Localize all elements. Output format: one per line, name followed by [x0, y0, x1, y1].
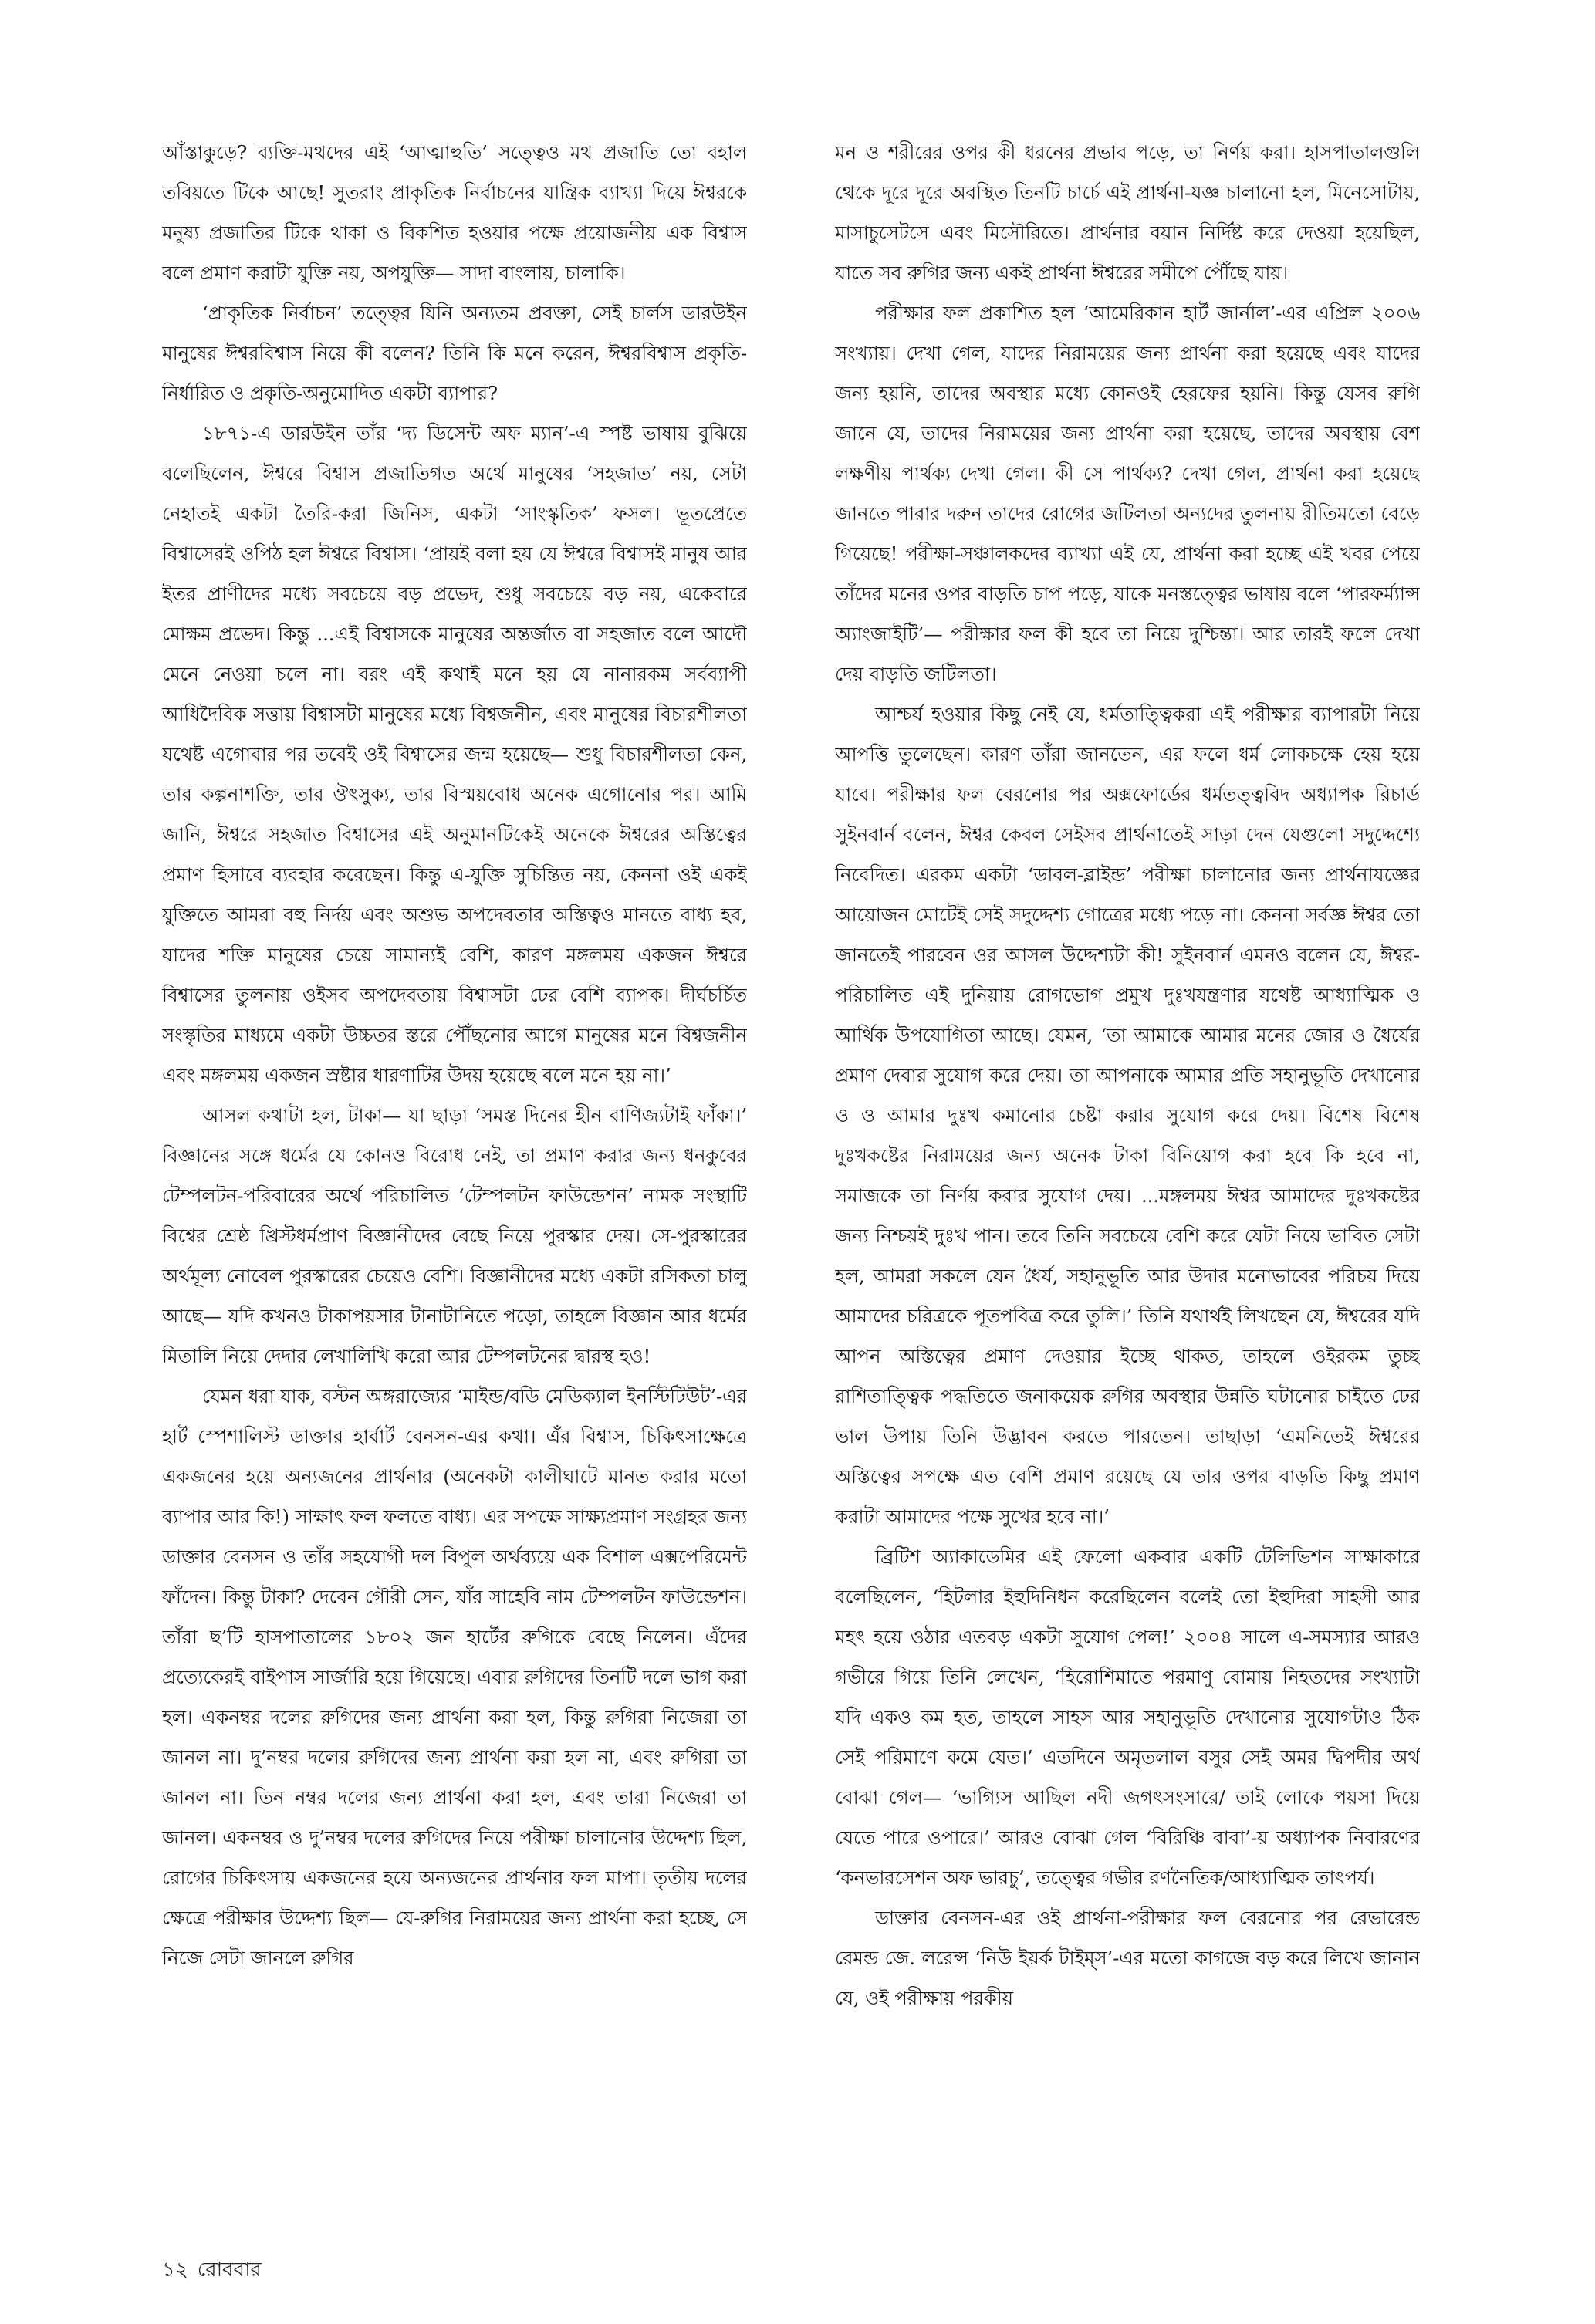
left-column — [162, 133, 747, 2208]
paragraph: ‘প্রাকৃতিক নির্বাচন’ তত্ত্বের যিনি অন্যতম প্রবক্তা, সেই চার্লস ডারউইন মানুষের ঈশ্বরবিশ্বাস নিয়ে কী বলেন? তিনি কি মনে করেন, ঈশ্বরবিশ্বাস প্রকৃতি-নির্ধারিত ও প্রকৃতি-অনুমোদিত একটা ব্যাপার? — [162, 302, 747, 404]
right-column — [835, 133, 1420, 2208]
page-footer — [162, 2257, 262, 2283]
page-number: ১২ — [162, 2258, 188, 2282]
paragraph: ১৮৭১-এ ডারউইন তাঁর ‘দ্য ডিসেন্ট অফ ম্যান’-এ স্পষ্ট ভাষায় বুঝিয়ে বলেছিলেন, ঈশ্বরে বিশ্বাস প্রজাতিগত অর্থে মানুষের ‘সহজাত’ নয়, সেটা নেহাতই একটা তৈরি-করা জিনিস, একটা ‘সাংস্কৃতিক’ ফসল। ভূতপ্রেতে বিশ্বাসেরই ওপিঠ হল ঈশ্বরে বিশ্বাস। ‘প্রায়ই বলা হয় যে ঈশ্বরে বিশ্বাসই মানুষ আর ইতর প্রাণীদের মধ্যে সবচেয়ে বড় প্রভেদ, শুধু সবচেয়ে বড় নয়, একেবারে মোক্ষম প্রভেদ। কিন্তু ...এই বিশ্বাসকে মানুষের অন্তর্জাত বা সহজাত বলে আদৌ মেনে নেওয়া চলে না। বরং এই কথাই মনে হয় যে নানারকম সর্বব্যাপী আধিদৈবিক সত্তায় বিশ্বাসটা মানুষের মধ্যে বিশ্বজনীন, এবং মানুষের বিচারশীলতা যথেষ্ট এগোবার পর তবেই ওই বিশ্বাসের জন্ম হয়েছে— শুধু বিচারশীলতা কেন, তার কল্পনাশক্তি, তার ঔৎসুক্য, তার বিস্ময়বোধ অনেক এগোনোর পর। আমি জানি, ঈশ্বরে সহজাত বিশ্বাসের এই অনুমানটিকেই অনেকে ঈশ্বরের অস্তিত্বের প্রমাণ হিসাবে ব্যবহার করেছেন। কিন্তু এ-যুক্তি সুচিন্তিত নয়, কেননা ওই একই যুক্তিতে আমরা বহু নির্দয় এবং অশুভ অপদেবতার অস্তিত্বও মানতে বাধ্য হব, যাদের শক্তি মানুষের চেয়ে সামান্যই বেশি, কারণ মঙ্গলময় একজন ঈশ্বরে বিশ্বাসের তুলনায় ওইসব অপদেবতায় বিশ্বাসটা ঢের বেশি ব্যাপক। দীর্ঘচর্চিত সংস্কৃতির মাধ্যমে একটা উচ্চতর স্তরে পৌঁছনোর আগে মানুষের মনে বিশ্বজনীন এবং মঙ্গলময় একজন স্রষ্টার ধারণাটির উদয় হয়েছে বলে মনে হয় না।’ — [162, 422, 747, 1086]
paragraph: আসল কথাটা হল, টাকা— যা ছাড়া ‘সমস্ত দিনের হীন বাণিজ্যটাই ফাঁকা।’ বিজ্ঞানের সঙ্গে ধর্মের যে কোনও বিরোধ নেই, তা প্রমাণ করার জন্য ধনকুবের টেম্পলটন-পরিবারের অর্থে পরিচালিত ‘টেম্পলটন ফাউন্ডেশন’ নামক সংস্থাটি বিশ্বের শ্রেষ্ঠ খ্রিস্টধর্মপ্রাণ বিজ্ঞানীদের বেছে নিয়ে পুরস্কার দেয়। সে-পুরস্কারের অর্থমূল্য নোবেল পুরস্কারের চেয়েও বেশি। বিজ্ঞানীদের মধ্যে একটা রসিকতা চালু আছে— যদি কখনও টাকাপয়সার টানাটানিতে পড়ো, তাহলে বিজ্ঞান আর ধর্মের মিতালি নিয়ে দেদার লেখালিখি করো আর টেম্পলটনের দ্বারস্থ হও! — [162, 1104, 747, 1367]
paragraph: আঁস্তাকুড়ে? ব্যক্তি-মথদের এই ‘আত্মাহুতি’ সত্ত্বেও মথ প্রজাতি তো বহাল তবিয়তে টিকে আছে! সুতরাং প্রাকৃতিক নির্বাচনের যান্ত্রিক ব্যাখ্যা দিয়ে ঈশ্বরকে মনুষ্য প্রজাতির টিকে থাকা ও বিকশিত হওয়ার পক্ষে প্রয়োজনীয় এক বিশ্বাস বলে প্রমাণ করাটা যুক্তি নয়, অপযুক্তি— সাদা বাংলায়, চালাকি। — [162, 141, 747, 284]
paragraph: ব্রিটিশ অ্যাকাডেমির এই ফেলো একবার একটি টেলিভিশন সাক্ষাকারে বলেছিলেন, ‘হিটলার ইহুদিনিধন করেছিলেন বলেই তো ইহুদিরা সাহসী আর মহৎ হয়ে ওঠার এতবড় একটা সুযোগ পেল!’ ২০০৪ সালে এ-সমস্যার আরও গভীরে গিয়ে তিনি লেখেন, ‘হিরোশিমাতে পরমাণু বোমায় নিহতদের সংখ্যাটা যদি একও কম হত, তাহলে সাহস আর সহানুভূতি দেখানোর সুযোগটাও ঠিক সেই পরিমাণে কমে যেত।’ এতদিনে অমৃতলাল বসুর সেই অমর দ্বিপদীর অর্থ বোঝা গেল— ‘ভাগ্যিস আছিল নদী জগৎসংসারে/ তাই লোকে পয়সা দিয়ে যেতে পারে ওপারে।’ আরও বোঝা গেল ‘বিরিঞ্চি বাবা’-য় অধ্যাপক নিবারণের ‘কনভারসেশন অফ ভারচু’, তত্ত্বের গভীর রণনৈতিক/আধ্যাত্মিক তাৎপর্য। — [835, 1545, 1420, 1889]
paragraph: পরীক্ষার ফল প্রকাশিত হল ‘আমেরিকান হার্ট জার্নাল’-এর এপ্রিল ২০০৬ সংখ্যায়। দেখা গেল, যাদের নিরাময়ের জন্য প্রার্থনা করা হয়েছে এবং যাদের জন্য হয়নি, তাদের অবস্থার মধ্যে কোনওই হেরফের হয়নি। কিন্তু যেসব রুগি জানে যে, তাদের নিরাময়ের জন্য প্রার্থনা করা হয়েছে, তাদের অবস্থায় বেশ লক্ষণীয় পার্থক্য দেখা গেল। কী সে পার্থক্য? দেখা গেল, প্রার্থনা করা হয়েছে জানতে পারার দরুন তাদের রোগের জটিলতা অন্যদের তুলনায় রীতিমতো বেড়ে গিয়েছে! পরীক্ষা-সঞ্চালকদের ব্যাখ্যা এই যে, প্রার্থনা করা হচ্ছে এই খবর পেয়ে তাঁদের মনের ওপর বাড়তি চাপ পড়ে, যাকে মনস্তত্ত্বের ভাষায় বলে ‘পারফর্ম্যান্স অ্যাংজাইটি’— পরীক্ষার ফল কী হবে তা নিয়ে দুশ্চিন্তা। আর তারই ফলে দেখা দেয় বাড়তি জটিলতা। — [835, 302, 1420, 685]
paragraph: আশ্চর্য হওয়ার কিছু নেই যে, ধর্মতাত্ত্বিকরা এই পরীক্ষার ব্যাপারটা নিয়ে আপত্তি তুলেছেন। কারণ তাঁরা জানতেন, এর ফলে ধর্ম লোকচক্ষে হেয় হয়ে যাবে। পরীক্ষার ফল বেরনোর পর অক্সফোর্ডের ধর্মতত্ত্ববিদ অধ্যাপক রিচার্ড সুইনবার্ন বলেন, ঈশ্বর কেবল সেইসব প্রার্থনাতেই সাড়া দেন যেগুলো সদুদ্দেশ্যে নিবেদিত। এরকম একটা ‘ডাবল-ব্লাইন্ড’ পরীক্ষা চালানোর জন্য প্রার্থনাযজ্ঞের আয়োজন মোটেই সেই সদুদ্দেশ্য গোত্রের মধ্যে পড়ে না। কেননা সর্বজ্ঞ ঈশ্বর তো জানতেই পারবেন ওর আসল উদ্দেশ্যটা কী! সুইনবার্ন এমনও বলেন যে, ঈশ্বর-পরিচালিত এই দুনিয়ায় রোগভোগ প্রমুখ দুঃখযন্ত্রণার যথেষ্ট আধ্যাত্মিক ও আর্থিক উপযোগিতা আছে। যেমন, ‘তা আমাকে আমার মনের জোর ও ধৈর্যের প্রমাণ দেবার সুযোগ করে দেয়। তা আপনাকে আমার প্রতি সহানুভূতি দেখানোর ও ও আমার দুঃখ কমানোর চেষ্টা করার সুযোগ করে দেয়। বিশেষ বিশেষ দুঃখকষ্টের নিরাময়ের জন্য অনেক টাকা বিনিয়োগ করা হবে কি হবে না, সমাজকে তা নির্ণয় করার সুযোগ দেয়। ...মঙ্গলময় ঈশ্বর আমাদের দুঃখকষ্টের জন্য নিশ্চয়ই দুঃখ পান। তবে তিনি সবচেয়ে বেশি করে যেটা নিয়ে ভাবিত সেটা হল, আমরা সকলে যেন ধৈর্য, সহানুভূতি আর উদার মনোভাবের পরিচয় দিয়ে আমাদের চরিত্রকে পূতপবিত্র করে তুলি।’ তিনি যথার্থই লিখছেন যে, ঈশ্বরের যদি আপন অস্তিত্বের প্রমাণ দেওয়ার ইচ্ছে থাকত, তাহলে ওইরকম তুচ্ছ রাশিতাত্ত্বিক পদ্ধতিতে জনাকয়েক রুগির অবস্থার উন্নতি ঘটানোর চাইতে ঢের ভাল উপায় তিনি উদ্ভাবন করতে পারতেন। তাছাড়া ‘এমনিতেই ঈশ্বরের অস্তিত্বের সপক্ষে এত বেশি প্রমাণ রয়েছে যে তার ওপর বাড়তি কিছু প্রমাণ করাটা আমাদের পক্ষে সুখের হবে না।’ — [835, 703, 1420, 1528]
magazine-name: রোববার — [197, 2258, 262, 2282]
paragraph: মন ও শরীরের ওপর কী ধরনের প্রভাব পড়ে, তা নির্ণয় করা। হাসপাতালগুলি থেকে দূরে দূরে অবস্থিত তিনটি চার্চে এই প্রার্থনা-যজ্ঞ চালানো হল, মিনেসোটায়, মাসাচুসেটসে এবং মিসৌরিতে। প্রার্থনার বয়ান নির্দিষ্ট করে দেওয়া হয়েছিল, যাতে সব রুগির জন্য একই প্রার্থনা ঈশ্বরের সমীপে পৌঁছে যায়। — [835, 141, 1420, 284]
paragraph: ডাক্তার বেনসন-এর ওই প্রার্থনা-পরীক্ষার ফল বেরনোর পর রেভারেন্ড রেমন্ড জে. লরেন্স ‘নিউ ইয়র্ক টাইম্‌স’-এর মতো কাগজে বড় করে লিখে জানান যে, ওই পরীক্ষায় পরকীয় — [835, 1907, 1420, 2009]
paragraph: যেমন ধরা যাক, বস্টন অঙ্গরাজ্যের ‘মাইন্ড/বডি মেডিক্যাল ইনস্টিটিউট’-এর হার্ট স্পেশালিস্ট ডাক্তার হার্বার্ট বেনসন-এর কথা। এঁর বিশ্বাস, চিকিৎসাক্ষেত্রে একজনের হয়ে অন্যজনের প্রার্থনার (অনেকটা কালীঘাটে মানত করার মতো ব্যাপার আর কি!) সাক্ষাৎ ফল ফলতে বাধ্য। এর সপক্ষে সাক্ষ্যপ্রমাণ সংগ্রহর জন্য ডাক্তার বেনসন ও তাঁর সহযোগী দল বিপুল অর্থব্যয়ে এক বিশাল এক্সপেরিমেন্ট ফাঁদেন। কিন্তু টাকা? দেবেন গৌরী সেন, যাঁর সাহেবি নাম টেম্পলটন ফাউন্ডেশন। তাঁরা ছ’টি হাসপাতালের ১৮০২ জন হার্টের রুগিকে বেছে নিলেন। এঁদের প্রত্যেকেরই বাইপাস সার্জারি হয়ে গিয়েছে। এবার রুগিদের তিনটি দলে ভাগ করা হল। একনম্বর দলের রুগিদের জন্য প্রার্থনা করা হল, কিন্তু রুগিরা নিজেরা তা জানল না। দু’নম্বর দলের রুগিদের জন্য প্রার্থনা করা হল না, এবং রুগিরা তা জানল না। তিন নম্বর দলের জন্য প্রার্থনা করা হল, এবং তারা নিজেরা তা জানল। একনম্বর ও দু’নম্বর দলের রুগিদের নিয়ে পরীক্ষা চালানোর উদ্দেশ্য ছিল, রোগের চিকিৎসায় একজনের হয়ে অন্যজনের প্রার্থনার ফল মাপা। তৃতীয় দলের ক্ষেত্রে পরীক্ষার উদ্দেশ্য ছিল— যে-রুগির নিরাময়ের জন্য প্রার্থনা করা হচ্ছে, সে নিজে সেটা জানলে রুগির — [162, 1385, 747, 1969]
